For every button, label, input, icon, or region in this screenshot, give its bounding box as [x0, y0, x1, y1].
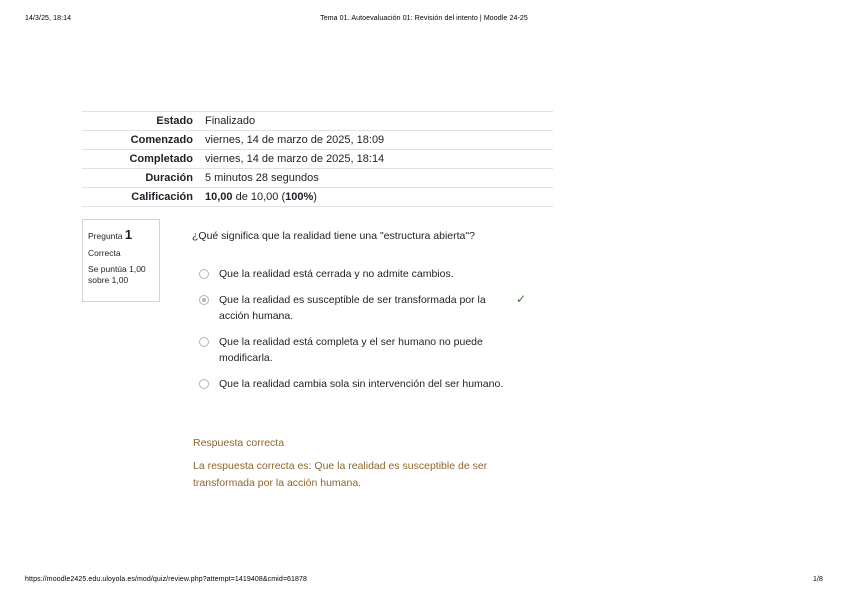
grade-close: ) — [313, 191, 317, 203]
summary-row-state — [82, 112, 553, 131]
answer-list — [199, 266, 539, 402]
answer-option — [199, 334, 509, 366]
radio-button[interactable] — [199, 269, 209, 279]
print-page-number: 1/8 — [812, 576, 823, 583]
right-answer-text: La respuesta correcta es: Que la realidad es susceptible de ser transformada por la acción humana. — [193, 460, 488, 489]
summary-row-duration — [82, 169, 553, 188]
answer-option — [199, 376, 509, 392]
summary-value: viernes, 14 de marzo de 2025, 18:14 — [199, 150, 553, 169]
grade-percent: 100% — [285, 191, 314, 203]
summary-value: Finalizado — [199, 112, 553, 131]
feedback-panel — [193, 437, 513, 492]
radio-button-checked[interactable] — [199, 295, 209, 305]
summary-label: Comenzado — [82, 131, 199, 150]
question-state: Correcta — [88, 247, 121, 258]
checkmark-icon: ✓ — [516, 292, 527, 306]
grade-score: 10,00 — [205, 191, 233, 203]
summary-label: Estado — [82, 112, 199, 131]
question-text: ¿Qué significa que la realidad tiene una "estructura abierta"? — [192, 230, 475, 242]
summary-grade-value — [199, 188, 553, 207]
summary-label: Calificación — [82, 188, 199, 207]
question-label: Pregunta — [88, 231, 123, 241]
attempt-summary-table — [82, 111, 553, 207]
summary-value: 5 minutos 28 segundos — [199, 169, 553, 188]
summary-row-grade — [82, 188, 553, 207]
question-number: 1 — [124, 227, 133, 242]
question-grade: Se puntúa 1,00 sobre 1,00 — [88, 264, 146, 286]
radio-button[interactable] — [199, 337, 209, 347]
radio-button[interactable] — [199, 379, 209, 389]
feedback-title: Respuesta correcta — [193, 437, 285, 449]
answer-text: Que la realidad es susceptible de ser transformada por la acción humana. — [219, 294, 486, 322]
grade-suffix: de 10,00 ( — [235, 191, 286, 203]
answer-text: Que la realidad está completa y el ser humano no puede modificarla. — [219, 336, 483, 364]
print-page-title: Tema 01. Autoevaluación 01: Revisión del intento | Moodle 24-25 — [320, 15, 528, 22]
summary-row-started — [82, 131, 553, 150]
answer-option — [199, 266, 509, 282]
summary-value: viernes, 14 de marzo de 2025, 18:09 — [199, 131, 553, 150]
summary-label: Completado — [82, 150, 199, 169]
print-url: https://moodle2425.edu.uloyola.es/mod/quiz/review.php?attempt=1419408&cmid=61878 — [25, 576, 307, 583]
print-datetime: 14/3/25, 18:14 — [25, 15, 72, 22]
question-info-box — [82, 219, 160, 302]
answer-option-selected — [199, 292, 527, 324]
answer-text: Que la realidad está cerrada y no admite cambios. — [219, 268, 454, 280]
summary-label: Duración — [82, 169, 199, 188]
summary-row-completed — [82, 150, 553, 169]
answer-text: Que la realidad cambia sola sin intervención del ser humano. — [219, 378, 504, 390]
question-number-row — [88, 226, 154, 244]
